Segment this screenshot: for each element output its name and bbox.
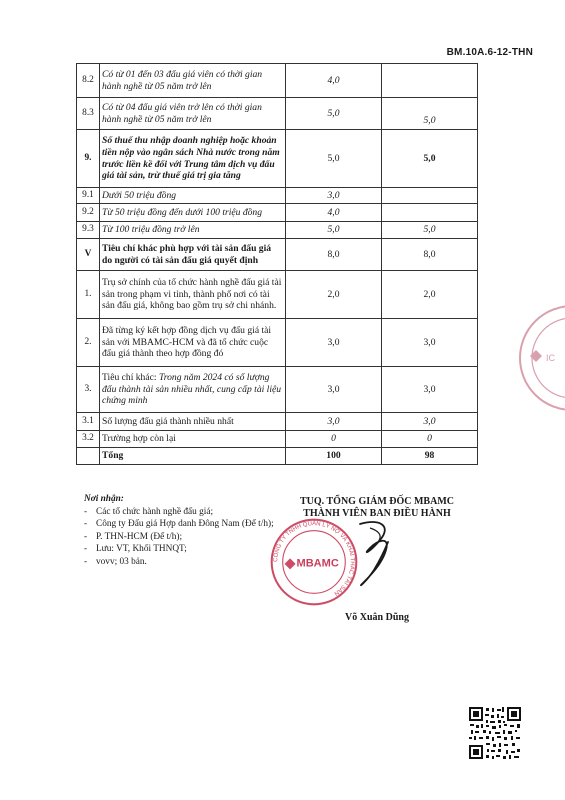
row-criteria: Trường hợp còn lại [100,431,286,448]
list-item: - vovv; 03 bản. [84,557,274,569]
row-criteria: Số thuế thu nhập doanh nghiệp hoặc khoản tiền nộp vào ngân sách Nhà nước trong năm trước liền kề đối với Trung tâm dịch vụ đấu giá tài sản, trừ thuế giá trị gia tăng [100,130,286,188]
row-criteria: Từ 50 triệu đồng đến dưới 100 triệu đồng [100,204,286,222]
list-item: - Lưu: VT, Khối THNQT; [84,544,274,556]
table-row [77,239,478,271]
row-score: 0 [382,431,478,448]
signature-subtitle: THÀNH VIÊN BAN ĐIỀU HÀNH [303,508,451,519]
recipients-block [84,494,274,569]
row-number: 9.3 [77,222,100,239]
total-max-score: 100 [286,448,382,465]
row-max-score: 4,0 [286,204,382,222]
row-number: 3.1 [77,413,100,431]
recipients-list [84,507,274,569]
row-number: 3.2 [77,431,100,448]
row-score: 8,0 [382,239,478,271]
table-row [77,319,478,367]
row-score: 3,0 [382,367,478,413]
row-max-score: 2,0 [286,271,382,319]
list-item: - Các tổ chức hành nghề đấu giá; [84,507,274,519]
row-max-score: 3,0 [286,367,382,413]
row-criteria: Dưới 50 triệu đồng [100,188,286,204]
row-criteria: Có từ 01 đến 03 đấu giá viên có thời gian hành nghề từ 05 năm trở lên [100,64,286,98]
row-criteria: Số lượng đấu giá thành nhiều nhất [100,413,286,431]
row-number: 8.2 [77,64,100,98]
table-row [77,271,478,319]
row-number: 9.2 [77,204,100,222]
table-row [77,367,478,413]
row-score: 2,0 [382,271,478,319]
row-max-score: 3,0 [286,319,382,367]
row-score [382,204,478,222]
row-score: 5,0 [382,130,478,188]
row-max-score: 0 [286,431,382,448]
row-max-score: 3,0 [286,413,382,431]
document-code: BM.10A.6-12-THN [446,47,533,58]
table-row [77,130,478,188]
row-number: 2. [77,319,100,367]
row-score: 3,0 [382,319,478,367]
table-total-row [77,448,478,465]
criteria-detail: Trong năm 2024 có số lượng đấu thành tài sản nhiều nhất, cung cấp tài liệu chứng minh [102,372,282,407]
signer-name: Võ Xuân Dũng [345,612,409,623]
table-row [77,188,478,204]
row-max-score: 8,0 [286,239,382,271]
table-row [77,98,478,130]
list-item: - Công ty Đấu giá Hợp danh Đông Nam (Để t/h); [84,519,274,531]
row-criteria: Từ 100 triệu đồng trở lên [100,222,286,239]
row-score [382,188,478,204]
recipients-heading: Nơi nhận: [84,494,124,504]
row-number: V [77,239,100,271]
row-score: 5,0 [382,98,478,130]
seal-ring-text: CÔNG TY TNHH QUẢN LÝ NỢ VÀ KHAI THÁC TÀI SẢN [273,521,355,597]
partial-seal-icon [512,298,565,418]
row-criteria: Có từ 04 đấu giá viên trở lên có thời gian hành nghề từ 05 năm trở lên [100,98,286,130]
row-max-score: 4,0 [286,64,382,98]
list-item: - P. THN-HCM (Để t/h); [84,532,274,544]
row-criteria: Tiêu chí khác phù hợp với tài sản đấu giá do người có tài sản đấu giá quyết định [100,239,286,271]
svg-text:IC: IC [546,353,555,363]
row-number: 1. [77,271,100,319]
total-score: 98 [382,448,478,465]
qr-code-icon [468,706,522,760]
row-number: 9.1 [77,188,100,204]
row-number: 9. [77,130,100,188]
row-criteria [100,367,286,413]
row-max-score: 5,0 [286,130,382,188]
row-criteria: Đã từng ký kết hợp đồng dịch vụ đấu giá tài sản với MBAMC-HCM và đã tổ chức cuộc đấu giá thành theo hợp đồng đó [100,319,286,367]
row-max-score: 5,0 [286,222,382,239]
row-criteria: Trụ sở chính của tổ chức hành nghề đấu giá tài sản trong phạm vi tỉnh, thành phố nơi có tài sản đấu giá, không bao gồm trụ sở chi nhánh. [100,271,286,319]
row-score: 3,0 [382,413,478,431]
criteria-prefix: Tiêu chí khác: [102,372,159,384]
row-max-score: 5,0 [286,98,382,130]
seal-text: MBAMC [296,557,339,570]
signature-title: TUQ. TỔNG GIÁM ĐỐC MBAMC [300,496,454,507]
table-row [77,413,478,431]
row-score [382,64,478,98]
table-row [77,431,478,448]
row-number: 3. [77,367,100,413]
row-score: 5,0 [382,222,478,239]
row-number [77,448,100,465]
table-row [77,64,478,98]
criteria-table [76,63,478,465]
total-label: Tổng [100,448,286,465]
table-row [77,204,478,222]
handwritten-signature-icon [340,512,410,592]
table-row [77,222,478,239]
row-number: 8.3 [77,98,100,130]
row-max-score: 3,0 [286,188,382,204]
